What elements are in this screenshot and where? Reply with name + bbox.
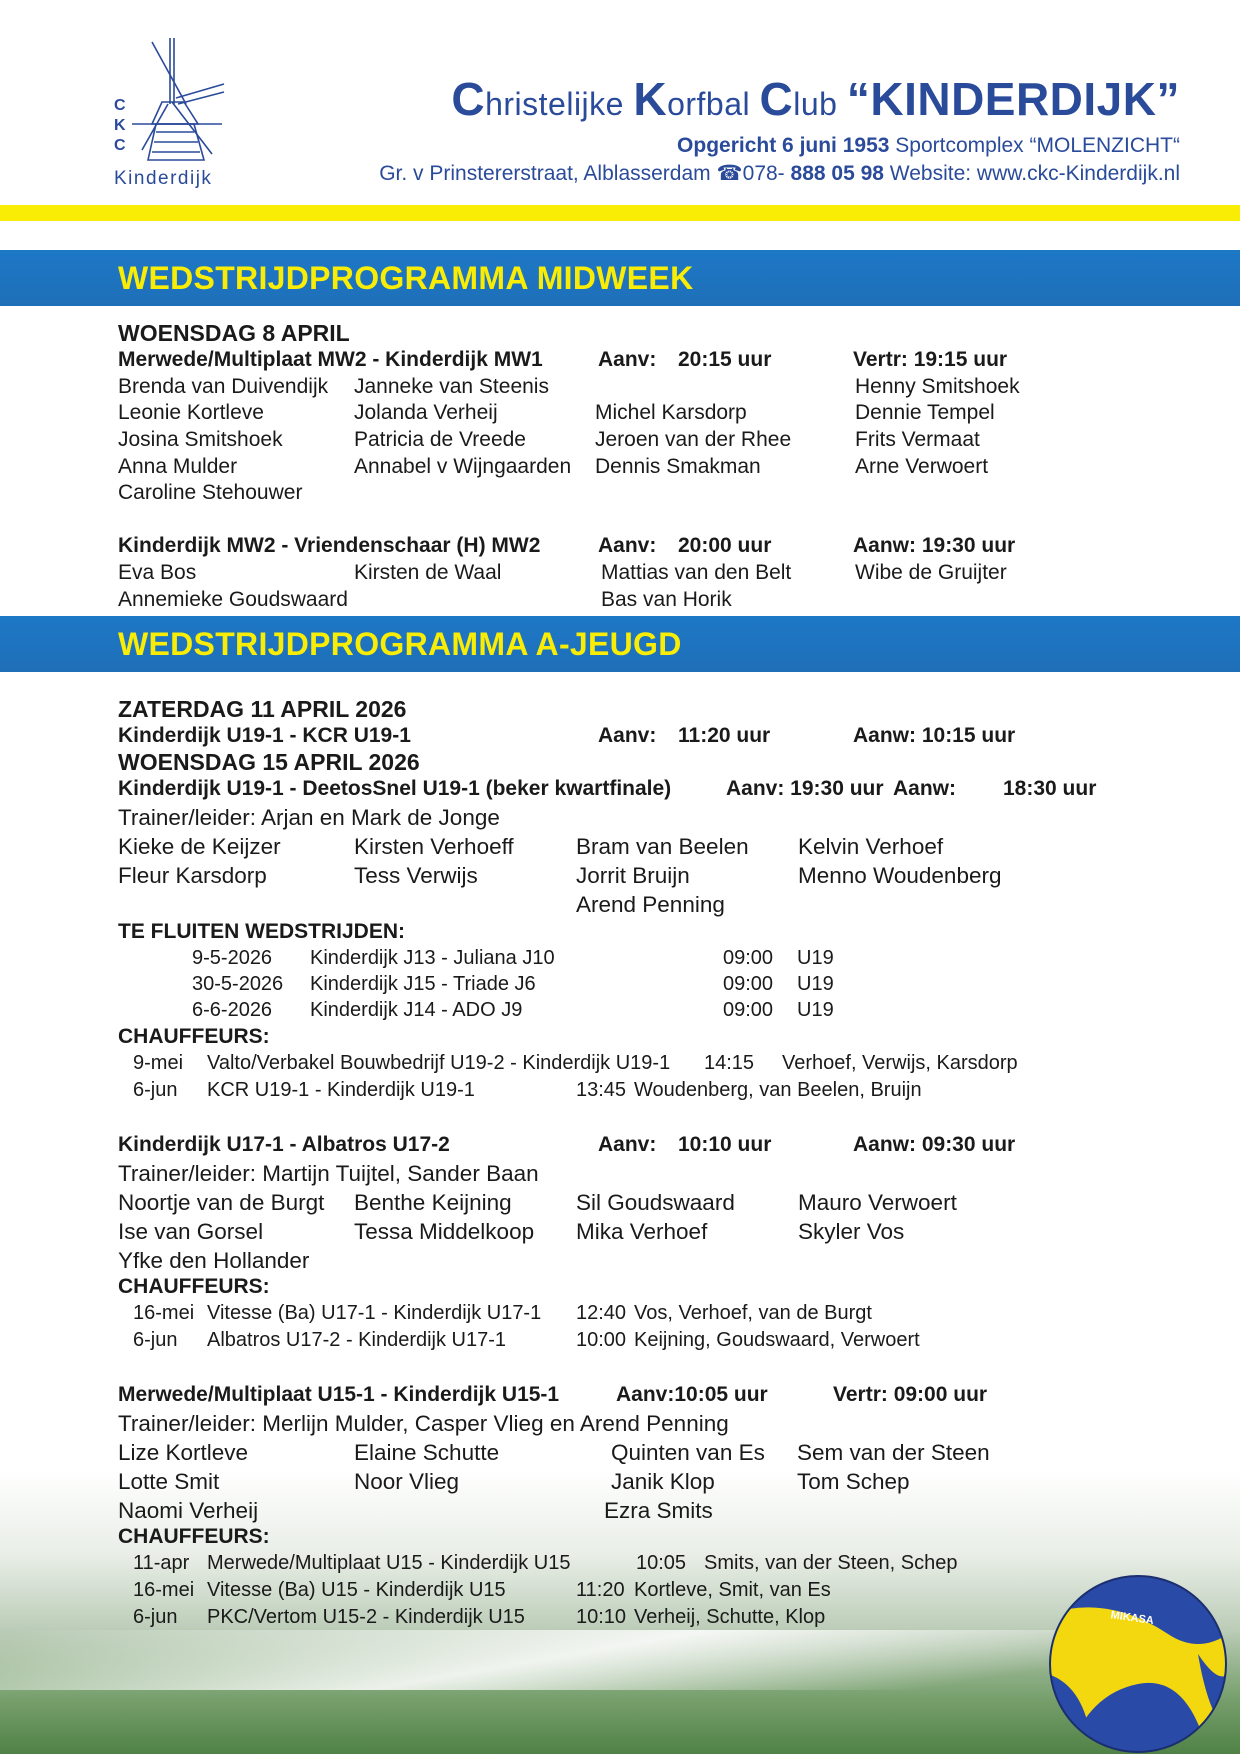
banner-midweek-title: WEDSTRIJDPROGRAMMA MIDWEEK bbox=[118, 260, 694, 296]
mw1-player: Patricia de Vreede bbox=[354, 428, 526, 451]
banner-ajeugd bbox=[0, 616, 1240, 672]
u15-player: Lotte Smit bbox=[118, 1469, 220, 1494]
chauffeur-time: 10:00 bbox=[576, 1329, 627, 1351]
chauffeur-time: 10:05 bbox=[636, 1552, 687, 1574]
u17-player: Sil Goudswaard bbox=[576, 1190, 735, 1215]
u19-trainer: Trainer/leider: Arjan en Mark de Jonge bbox=[118, 805, 500, 830]
u15-aanv: Aanv:10:05 uur bbox=[616, 1383, 768, 1406]
chauffeur-drivers: Vos, Verhoef, van de Burgt bbox=[634, 1302, 872, 1324]
u19-player: Jorrit Bruijn bbox=[576, 863, 690, 888]
chauffeur-match: PKC/Vertom U15-2 - Kinderdijk U15 bbox=[207, 1606, 525, 1628]
u19-match2-aanw-label: Aanw: bbox=[893, 777, 956, 800]
u17-aanv-label: Aanv: bbox=[598, 1133, 657, 1156]
chauffeur-time: 14:15 bbox=[704, 1052, 755, 1074]
u19-player: Tess Verwijs bbox=[354, 863, 478, 888]
u19-match1-aanv-label: Aanv: bbox=[598, 724, 657, 747]
mw2-aanw: Aanw: 19:30 uur bbox=[853, 534, 1016, 557]
u17-player: Skyler Vos bbox=[798, 1219, 905, 1244]
fluiten-team: U19 bbox=[797, 999, 834, 1021]
logo-letter-c1: C bbox=[114, 97, 126, 114]
chauffeur-date: 16-mei bbox=[133, 1302, 195, 1324]
chauffeur-match: Vitesse (Ba) U17-1 - Kinderdijk U17-1 bbox=[207, 1302, 542, 1324]
u15-trainer: Trainer/leider: Merlijn Mulder, Casper Vlieg en Arend Penning bbox=[118, 1411, 729, 1436]
fluiten-time: 09:00 bbox=[723, 947, 774, 969]
fluiten-heading: TE FLUITEN WEDSTRIJDEN: bbox=[118, 920, 405, 943]
mw2-player: Bas van Horik bbox=[601, 588, 732, 611]
chauffeur-date: 6-jun bbox=[133, 1329, 178, 1351]
chauffeur-drivers: Smits, van der Steen, Schep bbox=[704, 1552, 958, 1574]
chauffeur-date: 6-jun bbox=[133, 1079, 178, 1101]
club-title-kinderdijk: “KINDERDIJK” bbox=[846, 73, 1180, 125]
club-title bbox=[451, 72, 1180, 126]
u19-match2-aanv: Aanv: 19:30 uur bbox=[726, 777, 884, 800]
chauffeur-match: Vitesse (Ba) U15 - Kinderdijk U15 bbox=[207, 1579, 506, 1601]
mw1-vertr: Vertr: 19:15 uur bbox=[853, 348, 1008, 371]
mw1-player: Jeroen van der Rhee bbox=[595, 428, 792, 451]
logo-letter-k: K bbox=[114, 117, 126, 134]
u15-player: Sem van der Steen bbox=[797, 1440, 990, 1465]
chauffeur-drivers: Keijning, Goudswaard, Verwoert bbox=[634, 1329, 920, 1351]
ball-brand: MIKASA bbox=[1109, 1609, 1155, 1628]
chauffeur-drivers: Kortleve, Smit, van Es bbox=[634, 1579, 831, 1601]
u15-match-title: Merwede/Multiplaat U15-1 - Kinderdijk U15-1 bbox=[118, 1383, 560, 1406]
u19-match1-aanv-time: 11:20 uur bbox=[678, 724, 771, 747]
u15-vertr: Vertr: 09:00 uur bbox=[833, 1383, 988, 1406]
founded-line bbox=[677, 134, 1180, 158]
chauffeur-time: 11:20 bbox=[576, 1579, 625, 1601]
banner-ajeugd-title: WEDSTRIJDPROGRAMMA A-JEUGD bbox=[118, 626, 682, 662]
mw1-player: Annabel v Wijngaarden bbox=[354, 455, 572, 478]
chauffeur-match: Albatros U17-2 - Kinderdijk U17-1 bbox=[207, 1329, 507, 1351]
fluiten-team: U19 bbox=[797, 973, 834, 995]
u15-player: Lize Kortleve bbox=[118, 1440, 249, 1465]
u17-aanv-time: 10:10 uur bbox=[678, 1133, 772, 1156]
u17-player: Tessa Middelkoop bbox=[354, 1219, 535, 1244]
mw1-player: Frits Vermaat bbox=[855, 428, 980, 451]
fluiten-match: Kinderdijk J13 - Juliana J10 bbox=[310, 947, 555, 969]
chauffeur-drivers: Verheij, Schutte, Klop bbox=[634, 1606, 826, 1628]
u15-player: Noor Vlieg bbox=[354, 1469, 460, 1494]
mw2-match-title: Kinderdijk MW2 - Vriendenschaar (H) MW2 bbox=[118, 534, 541, 557]
u17-player: Mika Verhoef bbox=[576, 1219, 708, 1244]
u17-player: Ise van Gorsel bbox=[118, 1219, 264, 1244]
chauffeur-time: 13:45 bbox=[576, 1079, 627, 1101]
website-text: Website: www.ckc-Kinderdijk.nl bbox=[883, 162, 1180, 185]
chauffeur-drivers: Woudenberg, van Beelen, Bruijn bbox=[634, 1079, 922, 1101]
u15-player: Elaine Schutte bbox=[354, 1440, 500, 1465]
mw2-player: Kirsten de Waal bbox=[354, 561, 502, 584]
mw1-aanv-label: Aanv: bbox=[598, 348, 657, 371]
fluiten-match: Kinderdijk J15 - Triade J6 bbox=[310, 973, 536, 995]
address-line bbox=[379, 161, 1180, 186]
mw1-player: Caroline Stehouwer bbox=[118, 481, 303, 504]
u19-match2-aanw-time: 18:30 uur bbox=[1003, 777, 1097, 800]
mw1-player: Jolanda Verheij bbox=[354, 401, 498, 424]
chauffeur-match: Merwede/Multiplaat U15 - Kinderdijk U15 bbox=[207, 1552, 571, 1574]
u19-player: Arend Penning bbox=[576, 892, 725, 917]
chauffeur-date: 9-mei bbox=[133, 1052, 184, 1074]
mw2-player: Annemieke Goudswaard bbox=[118, 588, 348, 611]
club-title-orfbal: orfbal bbox=[667, 86, 760, 122]
club-logo-windmill bbox=[112, 32, 262, 192]
u19-player: Kelvin Verhoef bbox=[798, 834, 944, 859]
u19-player: Menno Woudenberg bbox=[798, 863, 1002, 888]
chauffeur-date: 16-mei bbox=[133, 1579, 195, 1601]
mw1-player: Janneke van Steenis bbox=[354, 375, 549, 398]
u15-player: Tom Schep bbox=[797, 1469, 910, 1494]
fluiten-match: Kinderdijk J14 - ADO J9 bbox=[310, 999, 523, 1021]
club-title-k: K bbox=[633, 73, 668, 125]
mw1-player: Dennis Smakman bbox=[595, 455, 761, 478]
u19-match2-title: Kinderdijk U19-1 - DeetosSnel U19-1 (beker kwartfinale) bbox=[118, 777, 672, 800]
fluiten-time: 09:00 bbox=[723, 973, 774, 995]
u17-player: Mauro Verwoert bbox=[798, 1190, 957, 1215]
u15-player: Janik Klop bbox=[611, 1469, 715, 1494]
chauffeur-date: 11-apr bbox=[133, 1552, 190, 1574]
mw1-player: Josina Smitshoek bbox=[118, 428, 283, 451]
mw1-player: Michel Karsdorp bbox=[595, 401, 747, 424]
mw2-aanv-time: 20:00 uur bbox=[678, 534, 772, 557]
fluiten-team: U19 bbox=[797, 947, 834, 969]
mw2-player: Mattias van den Belt bbox=[601, 561, 792, 584]
address-text: Gr. v Prinstererstraat, Alblasserdam ☎078- bbox=[379, 162, 785, 185]
fluiten-date: 6-6-2026 bbox=[192, 999, 273, 1021]
u15-player: Naomi Verheij bbox=[118, 1498, 259, 1523]
mw1-player: Anna Mulder bbox=[118, 455, 238, 478]
fluiten-date: 9-5-2026 bbox=[192, 947, 273, 969]
club-title-hristelijke: hristelijke bbox=[485, 86, 634, 122]
mw1-player: Arne Verwoert bbox=[855, 455, 989, 478]
mw1-player: Dennie Tempel bbox=[855, 401, 995, 424]
mw1-aanv-time: 20:15 uur bbox=[678, 348, 772, 371]
u19-match1-aanw: Aanw: 10:15 uur bbox=[853, 724, 1016, 747]
ajeugd-day1: ZATERDAG 11 APRIL 2026 bbox=[118, 696, 407, 722]
club-title-c2: C bbox=[759, 73, 794, 125]
chauffeur-time: 10:10 bbox=[576, 1606, 627, 1628]
u17-chauffeurs-heading: CHAUFFEURS: bbox=[118, 1275, 270, 1298]
mw2-aanv-label: Aanv: bbox=[598, 534, 657, 557]
mw1-player: Brenda van Duivendijk bbox=[118, 375, 329, 398]
mw1-player: Leonie Kortleve bbox=[118, 401, 264, 424]
u17-player: Benthe Keijning bbox=[354, 1190, 512, 1215]
chauffeur-match: Valto/Verbakel Bouwbedrijf U19-2 - Kinderdijk U19-1 bbox=[207, 1052, 671, 1074]
logo-name: Kinderdijk bbox=[114, 168, 213, 189]
midweek-day: WOENSDAG 8 APRIL bbox=[118, 320, 350, 346]
u17-trainer: Trainer/leider: Martijn Tuijtel, Sander Baan bbox=[118, 1161, 539, 1186]
fluiten-date: 30-5-2026 bbox=[192, 973, 284, 995]
u19-player: Kirsten Verhoeff bbox=[354, 834, 514, 859]
club-title-c1: C bbox=[451, 73, 486, 125]
u15-chauffeurs-heading: CHAUFFEURS: bbox=[118, 1525, 270, 1548]
yellow-divider bbox=[0, 205, 1240, 221]
fluiten-time: 09:00 bbox=[723, 999, 774, 1021]
club-title-lub: lub bbox=[793, 86, 847, 122]
u15-player: Ezra Smits bbox=[604, 1498, 713, 1523]
mw2-player: Wibe de Gruijter bbox=[855, 561, 1007, 584]
ajeugd-day2: WOENSDAG 15 APRIL 2026 bbox=[118, 749, 420, 775]
mw1-match-title: Merwede/Multiplaat MW2 - Kinderdijk MW1 bbox=[118, 348, 543, 371]
u19-chauffeurs-heading: CHAUFFEURS: bbox=[118, 1025, 270, 1048]
u19-player: Fleur Karsdorp bbox=[118, 863, 267, 888]
u17-match-title: Kinderdijk U17-1 - Albatros U17-2 bbox=[118, 1133, 450, 1156]
mw2-player: Eva Bos bbox=[118, 561, 197, 584]
u17-player: Yfke den Hollander bbox=[118, 1248, 310, 1273]
u17-player: Noortje van de Burgt bbox=[118, 1190, 325, 1215]
u19-player: Kieke de Keijzer bbox=[118, 834, 281, 859]
chauffeur-time: 12:40 bbox=[576, 1302, 627, 1324]
u19-match1-title: Kinderdijk U19-1 - KCR U19-1 bbox=[118, 724, 411, 747]
chauffeur-match: KCR U19-1 - Kinderdijk U19-1 bbox=[207, 1079, 475, 1101]
logo-letter-c2: C bbox=[114, 137, 126, 154]
chauffeur-date: 6-jun bbox=[133, 1606, 178, 1628]
u15-player: Quinten van Es bbox=[611, 1440, 765, 1465]
u19-player: Bram van Beelen bbox=[576, 834, 749, 859]
founded-date: Opgericht 6 juni 1953 bbox=[677, 134, 890, 157]
chauffeur-drivers: Verhoef, Verwijs, Karsdorp bbox=[782, 1052, 1018, 1074]
sportcomplex: Sportcomplex “MOLENZICHT“ bbox=[889, 134, 1180, 157]
banner-midweek bbox=[0, 250, 1240, 306]
u17-aanw: Aanw: 09:30 uur bbox=[853, 1133, 1016, 1156]
mw1-player: Henny Smitshoek bbox=[855, 375, 1020, 398]
phone-number: 888 05 98 bbox=[784, 162, 884, 185]
korfball-icon bbox=[1048, 1574, 1228, 1754]
